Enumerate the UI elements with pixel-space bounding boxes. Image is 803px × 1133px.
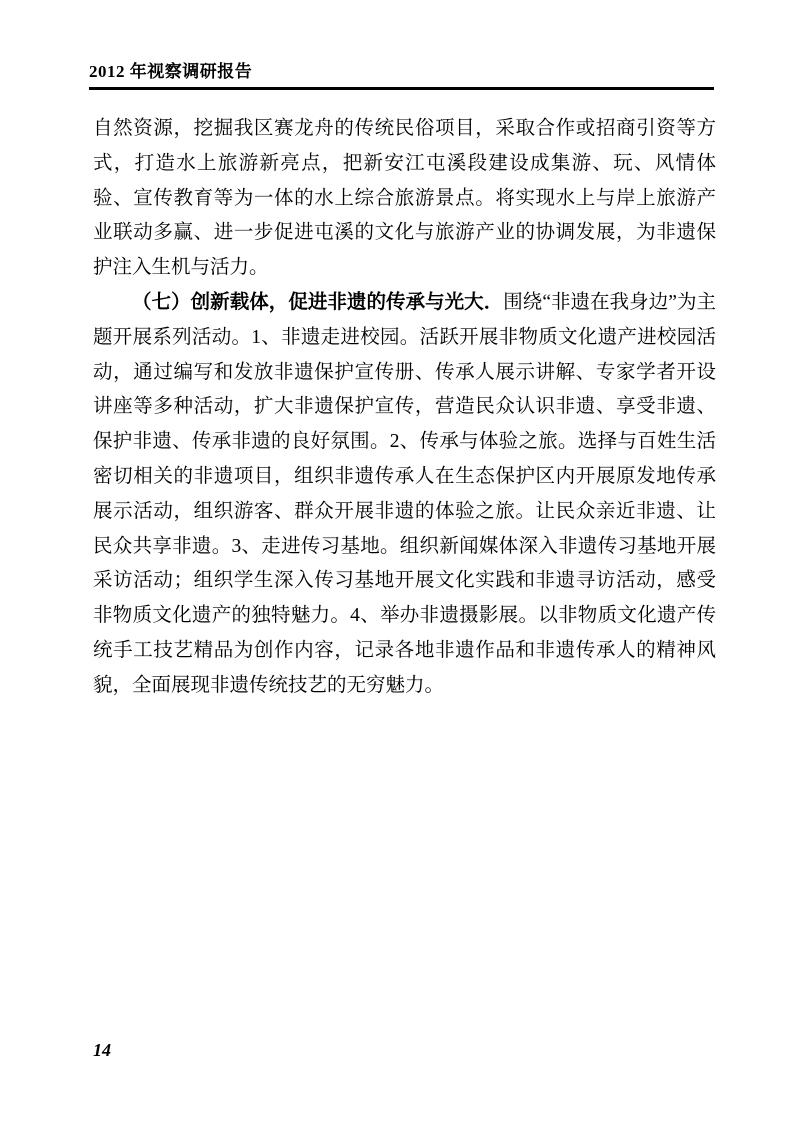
paragraph-section-seven bbox=[93, 286, 716, 704]
document-body bbox=[93, 112, 716, 704]
paragraph-text: 围绕“非遗在我身边”为主题开展系列活动。1、非遗走进校园。活跃开展非物质文化遗产进校园活动，通过编写和发放非遗保护宣传册、传承人展示讲解、专家学者开设讲座等多种活动，扩大非遗保护宣传，营造民众认识非遗、享受非遗、保护非遗、传承非遗的良好氛围。2、传承与体验之旅。选择与百姓生活密切相关的非遗项目，组织非遗传承人在生态保护区内开展原发地传承展示活动，组织游客、群众开展非遗的体验之旅。让民众亲近非遗、让民众共享非遗。3、走进传习基地。组织新闻媒体深入非遗传习基地开展采访活动；组织学生深入传习基地开展文化实践和非遗寻访活动，感受非物质文化遗产的独特魅力。4、举办非遗摄影展。以非物质文化遗产传统手工技艺精品为创作内容，记录各地非遗作品和非遗传承人的精神风貌，全面展现非遗传统技艺的无穷魅力。 bbox=[93, 291, 716, 696]
page-header bbox=[89, 62, 714, 90]
paragraph-continuation bbox=[93, 112, 716, 286]
header-title: 2012 年视察调研报告 bbox=[89, 62, 253, 81]
paragraph-text: 自然资源，挖掘我区赛龙舟的传统民俗项目，采取合作或招商引资等方式，打造水上旅游新亮点，把新安江屯溪段建设成集游、玩、风情体验、宣传教育等为一体的水上综合旅游景点。将实现水上与岸上旅游产业联动多赢、进一步促进屯溪的文化与旅游产业的协调发展，为非遗保护注入生机与活力。 bbox=[93, 118, 716, 279]
page-number: 14 bbox=[93, 1040, 111, 1060]
section-heading-bold: （七）创新载体，促进非遗的传承与光大． bbox=[132, 291, 504, 313]
